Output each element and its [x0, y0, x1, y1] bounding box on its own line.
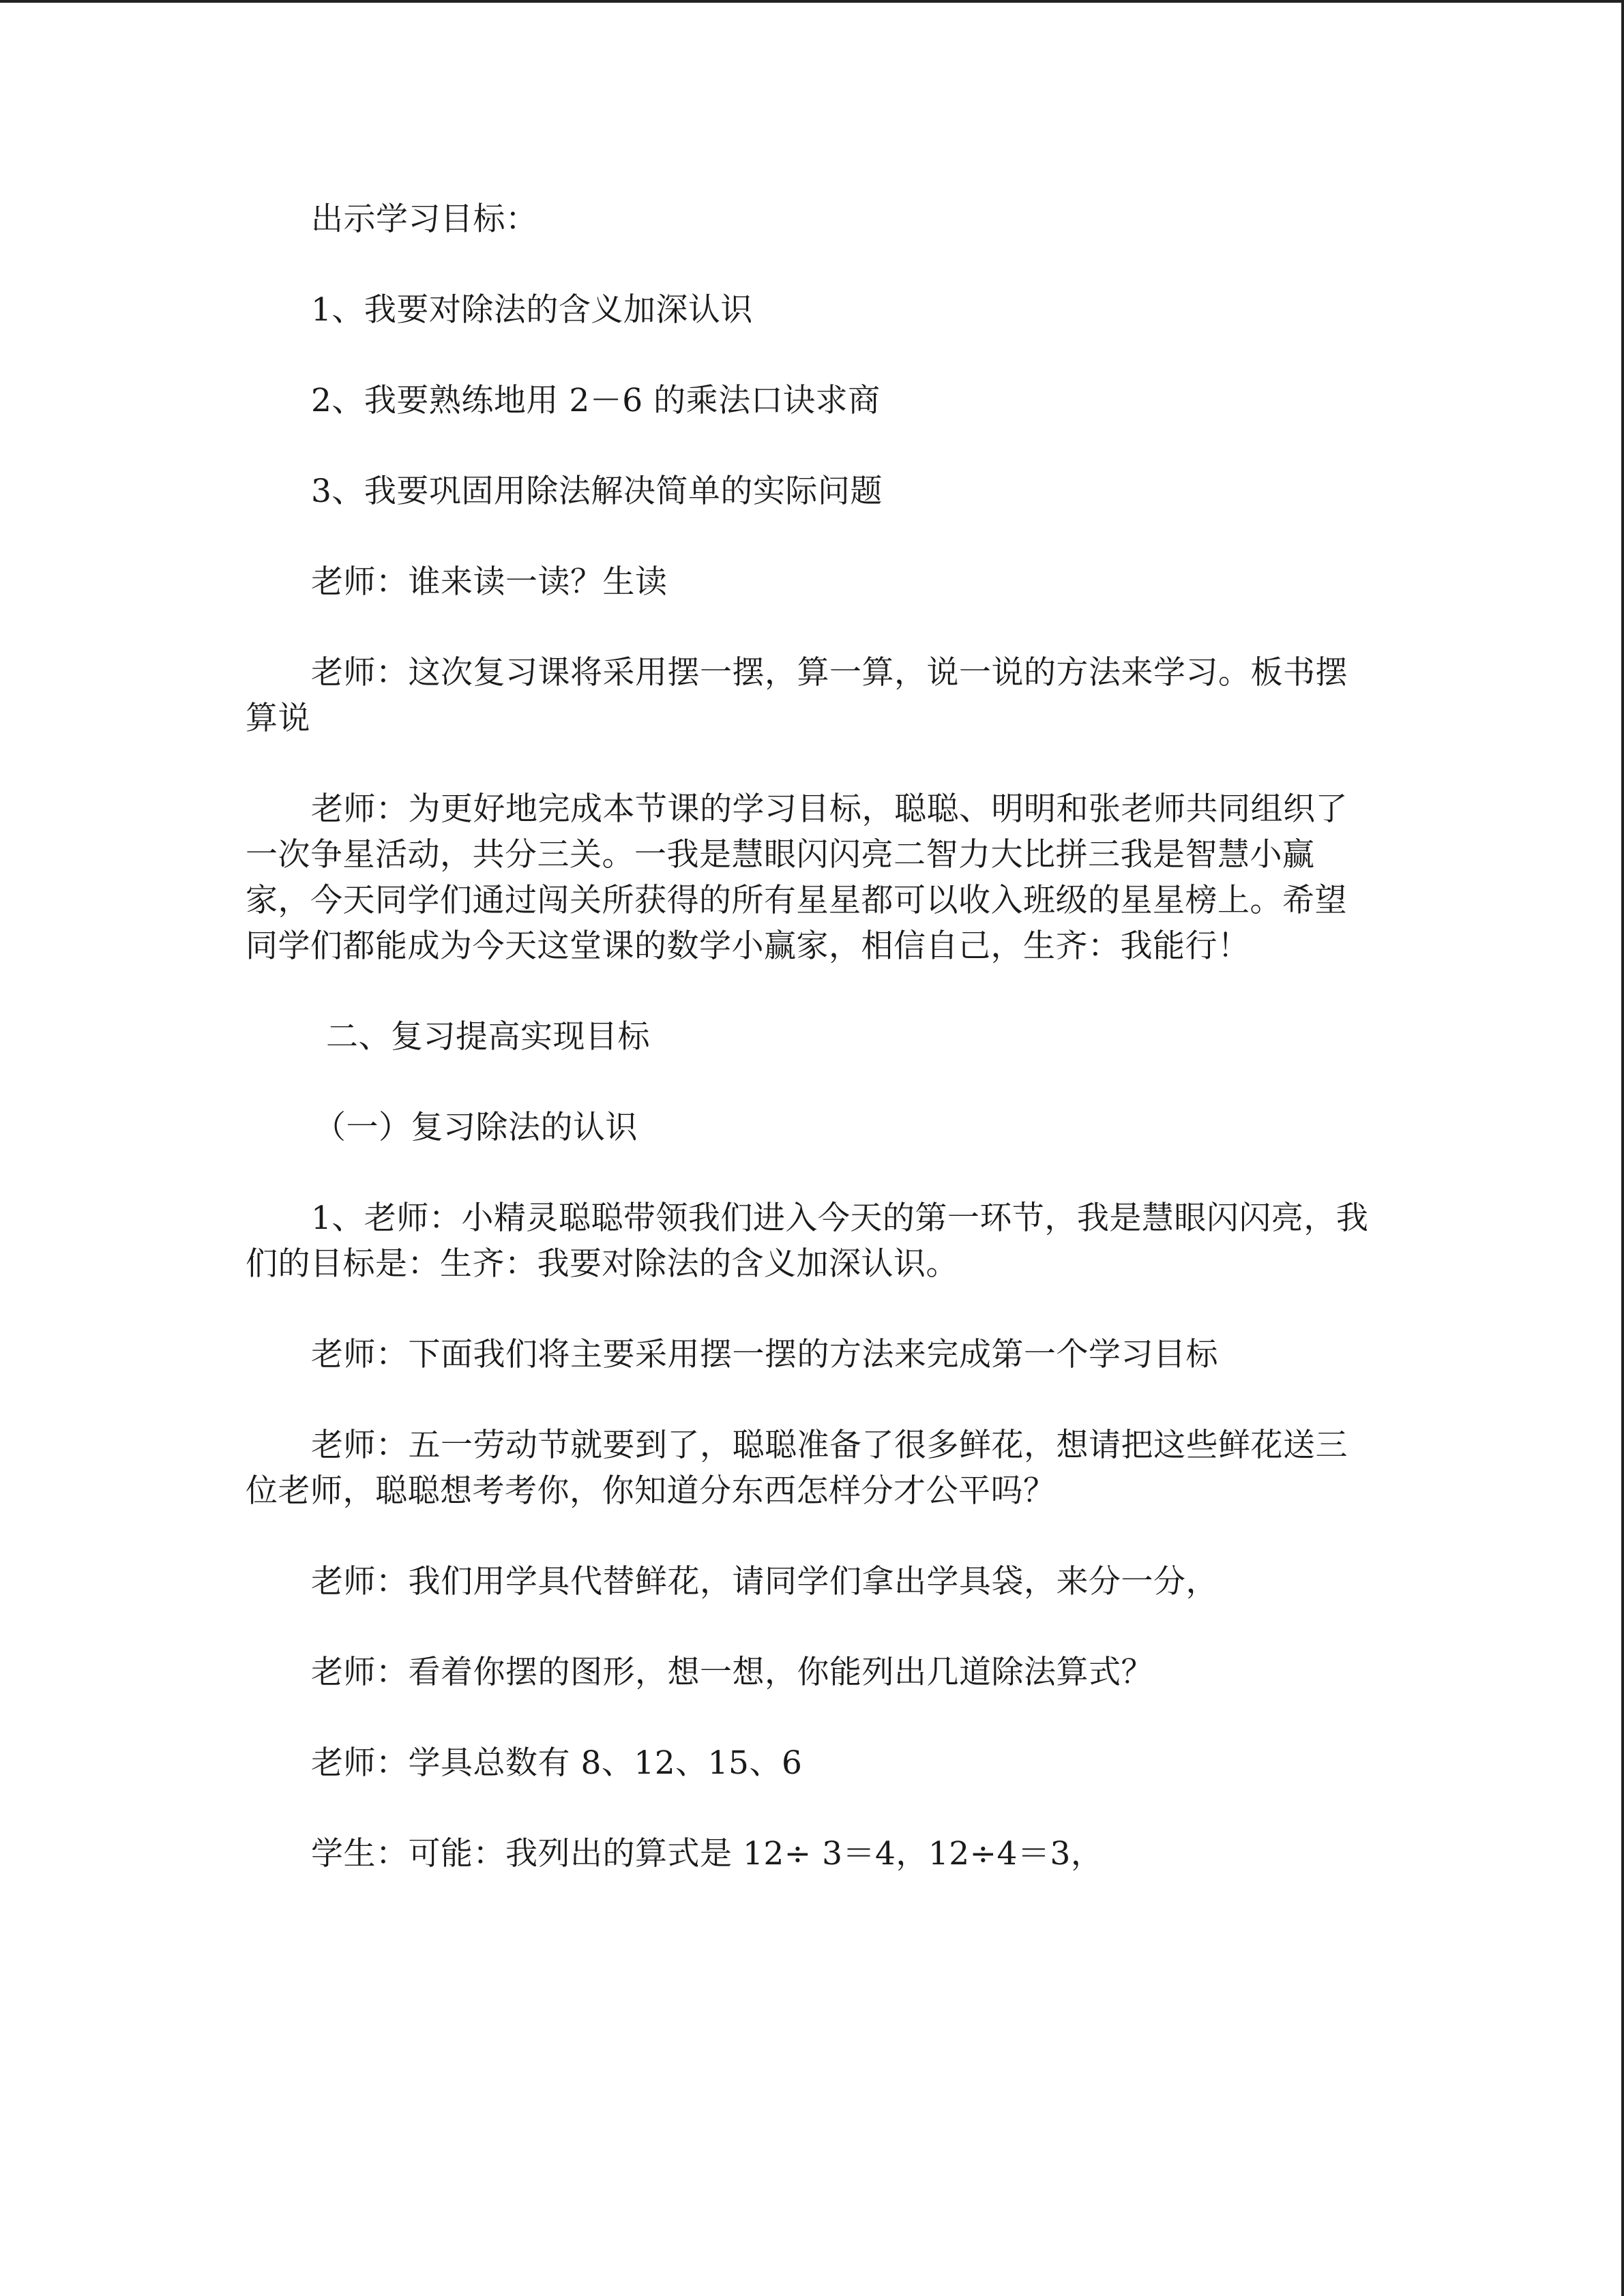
paragraph-show-objectives: 出示学习目标：	[311, 200, 538, 238]
page-border-right	[1621, 0, 1624, 2296]
paragraph-teacher-equations: 老师：看着你摆的图形，想一想，你能列出几道除法算式？	[311, 1654, 1153, 1691]
paragraph-student-answer: 学生：可能：我列出的算式是 12÷ 3＝4，12÷4＝3，	[311, 1835, 1104, 1873]
section-heading-review: 二、复习提高实现目标	[326, 1018, 650, 1056]
subsection-heading-division: （一）复习除法的认识	[314, 1109, 638, 1146]
paragraph-teacher-materials: 老师：我们用学具代替鲜花，请同学们拿出学具袋，来分一分，	[311, 1563, 1218, 1600]
paragraph-objective-3: 3、我要巩固用除法解决简单的实际问题	[311, 473, 883, 510]
paragraph-teacher-star-activity: 老师：为更好地完成本节课的学习目标，聪聪、明明和张老师共同组织了一次争星活动，共分三关。一我是慧眼闪闪亮二智力大比拼三我是智慧小赢家，今天同学们通过闯关所获得的所有星星都可以收入班级的星星榜上。希望同学们都能成为今天这堂课的数学小赢家，相信自己，生齐：我能行！	[246, 790, 1348, 965]
paragraph-teacher-arrange: 老师：下面我们将主要采用摆一摆的方法来完成第一个学习目标	[311, 1336, 1218, 1373]
paragraph-teacher-method: 老师：这次复习课将采用摆一摆，算一算，说一说的方法来学习。板书摆算说	[246, 654, 1348, 737]
document-page	[246, 196, 1378, 1922]
paragraph-teacher-flowers: 老师：五一劳动节就要到了，聪聪准备了很多鲜花，想请把这些鲜花送三位老师，聪聪想考考你，你知道分东西怎样分才公平吗？	[246, 1427, 1348, 1510]
paragraph-teacher-read: 老师：谁来读一读？生读	[311, 563, 668, 601]
paragraph-objective-1: 1、我要对除法的含义加深认识	[311, 291, 753, 329]
paragraph-first-stage: 1、老师：小精灵聪聪带领我们进入今天的第一环节，我是慧眼闪闪亮，我们的目标是：生齐：我要对除法的含义加深认识。	[246, 1199, 1369, 1283]
paragraph-objective-2: 2、我要熟练地用 2－6 的乘法口诀求商	[311, 382, 881, 419]
page-border-top	[0, 0, 1624, 3]
paragraph-teacher-totals: 老师：学具总数有 8、12、15、6	[311, 1744, 803, 1782]
